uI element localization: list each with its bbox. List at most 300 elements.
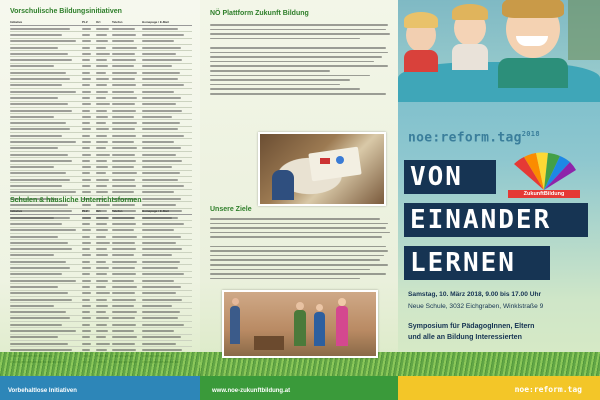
illegible-text	[82, 59, 90, 61]
illegible-text	[96, 286, 106, 288]
illegible-text	[10, 116, 54, 118]
subtitle-line-2: und alle an Bildung Interessierten	[408, 333, 522, 341]
illegible-text	[112, 84, 136, 86]
illegible-text	[142, 154, 176, 156]
table-cell	[142, 330, 192, 332]
table-cell	[10, 336, 82, 338]
table-cell	[10, 97, 82, 99]
table-cell	[82, 28, 96, 30]
illegible-text	[142, 179, 178, 181]
illegible-text	[112, 116, 134, 118]
table-cell	[82, 103, 96, 105]
table-cell	[142, 204, 192, 206]
illegible-text	[112, 34, 136, 36]
illegible-text	[210, 273, 386, 275]
illegible-text	[112, 349, 136, 351]
table-cell	[142, 242, 192, 244]
col-homepage: Homepage / E-Mail	[142, 208, 169, 213]
illegible-text	[142, 160, 182, 162]
illegible-text	[10, 204, 68, 206]
illegible-text	[96, 299, 107, 301]
table-cell	[82, 97, 96, 99]
table-cell	[82, 242, 96, 244]
illegible-text	[142, 343, 176, 345]
illegible-text	[82, 254, 91, 256]
illegible-text	[210, 259, 380, 261]
table-cell	[82, 217, 96, 219]
illegible-text	[96, 97, 106, 99]
illegible-text	[210, 75, 370, 77]
illegible-text	[82, 154, 91, 156]
illegible-text	[82, 248, 90, 250]
illegible-text	[96, 135, 107, 137]
table-cell	[10, 311, 82, 313]
illegible-text	[142, 34, 184, 36]
illegible-text	[82, 191, 91, 193]
col-plz: PLZ	[82, 208, 88, 213]
table-cell	[112, 103, 142, 105]
table-cell	[10, 185, 82, 187]
illegible-text	[82, 53, 91, 55]
illegible-text	[10, 242, 68, 244]
illegible-text	[82, 91, 91, 93]
illegible-text	[10, 53, 68, 55]
table-cell	[82, 311, 96, 313]
illegible-text	[10, 311, 66, 313]
illegible-text	[10, 122, 66, 124]
illegible-text	[10, 280, 76, 282]
illegible-text	[82, 305, 91, 307]
illegible-text	[142, 185, 184, 187]
table-cell	[82, 324, 96, 326]
col-homepage: Homepage / E-Mail	[142, 19, 169, 24]
illegible-text	[112, 172, 137, 174]
illegible-text	[10, 59, 72, 61]
table-cell	[10, 72, 82, 74]
table-cell	[142, 84, 192, 86]
table-cell	[96, 330, 112, 332]
illegible-text	[82, 349, 90, 351]
illegible-text	[210, 29, 386, 31]
illegible-text	[10, 217, 70, 219]
illegible-text	[96, 116, 108, 118]
illegible-text	[10, 128, 70, 130]
illegible-text	[210, 223, 388, 225]
subtitle-line-1: Symposium für PädagogInnen, Eltern	[408, 322, 535, 330]
illegible-text	[96, 324, 107, 326]
illegible-text	[210, 255, 384, 257]
section-title-vorschulisch: Vorschulische Bildungsinitiativen	[10, 8, 122, 15]
table-cell	[142, 336, 192, 338]
illegible-text	[112, 97, 137, 99]
table-cell	[96, 204, 112, 206]
table-cell	[142, 191, 192, 193]
illegible-text	[96, 65, 108, 67]
illegible-text	[142, 141, 174, 143]
illegible-text	[10, 28, 70, 30]
table-cell	[10, 128, 82, 130]
illegible-text	[112, 204, 135, 206]
illegible-text	[82, 280, 91, 282]
col-ort: Ort	[96, 208, 101, 213]
table-cell	[112, 185, 142, 187]
table-cell	[142, 172, 192, 174]
illegible-text	[142, 336, 181, 338]
illegible-text	[112, 261, 137, 263]
illegible-text	[96, 122, 106, 124]
illegible-text	[112, 78, 135, 80]
illegible-text	[82, 217, 91, 219]
table-cell	[10, 110, 82, 112]
table-cell	[142, 305, 192, 307]
footer-logo: noe:reform.tag	[514, 385, 582, 394]
illegible-text	[112, 267, 135, 269]
table-cell	[96, 135, 112, 137]
table-cell	[112, 229, 142, 231]
illegible-text	[82, 324, 90, 326]
illegible-text	[210, 250, 388, 252]
table-cell	[142, 72, 192, 74]
illegible-text	[96, 280, 108, 282]
section-title-plattform: NÖ Plattform Zukunft Bildung	[210, 10, 309, 17]
illegible-text	[210, 264, 388, 266]
col-telefon: Telefon	[112, 19, 123, 24]
footer-title: Vorbehaltlose Initiativen	[8, 388, 77, 394]
illegible-text	[10, 172, 66, 174]
table-cell	[96, 28, 112, 30]
table-cell	[10, 47, 82, 49]
illegible-text	[96, 40, 108, 42]
illegible-text	[112, 147, 137, 149]
table-cell	[82, 254, 96, 256]
table-cell	[112, 40, 142, 42]
illegible-text	[96, 305, 108, 307]
table-cell	[82, 65, 96, 67]
table-cell	[142, 198, 192, 200]
table-cell	[96, 160, 112, 162]
table-cell	[96, 91, 112, 93]
illegible-text	[10, 267, 70, 269]
illegible-text	[10, 336, 58, 338]
illegible-text	[142, 217, 178, 219]
table-cell	[82, 336, 96, 338]
table-cell	[82, 191, 96, 193]
illegible-text	[10, 103, 68, 105]
illegible-text	[96, 147, 106, 149]
table-cell	[10, 229, 82, 231]
illegible-text	[10, 141, 76, 143]
illegible-text	[96, 343, 110, 345]
illegible-text	[210, 47, 386, 49]
table-cell	[96, 72, 112, 74]
table-cell	[142, 299, 192, 301]
table-cell	[82, 116, 96, 118]
table-cell	[142, 40, 192, 42]
table-cell	[82, 305, 96, 307]
table-cell	[142, 286, 192, 288]
illegible-text	[112, 28, 135, 30]
table-cell	[96, 166, 112, 168]
illegible-text	[82, 267, 91, 269]
table-cell	[96, 128, 112, 130]
illegible-text	[82, 141, 91, 143]
table-cell	[142, 273, 192, 275]
illegible-text	[96, 330, 108, 332]
illegible-text	[210, 236, 382, 238]
illegible-text	[210, 38, 360, 40]
table-cell	[96, 254, 112, 256]
table-cell	[112, 267, 142, 269]
illegible-text	[82, 78, 91, 80]
table-cell	[112, 305, 142, 307]
illegible-text	[142, 191, 174, 193]
illegible-text	[210, 65, 388, 67]
initiatives-table-2	[10, 207, 192, 366]
illegible-text	[142, 299, 182, 301]
illegible-text	[10, 147, 58, 149]
table-cell	[142, 160, 192, 162]
table-cell	[82, 40, 96, 42]
illegible-text	[10, 91, 76, 93]
table-cell	[96, 84, 112, 86]
table-cell	[82, 229, 96, 231]
illegible-text	[96, 273, 107, 275]
illegible-text	[112, 103, 135, 105]
table-cell	[10, 160, 82, 162]
table-cell	[96, 191, 112, 193]
illegible-text	[82, 185, 90, 187]
table-cell	[96, 273, 112, 275]
illegible-text	[112, 229, 134, 231]
illegible-text	[96, 103, 110, 105]
illegible-text	[112, 343, 135, 345]
table-cell	[112, 191, 142, 193]
illegible-text	[82, 166, 91, 168]
illegible-text	[112, 311, 137, 313]
illegible-text	[112, 91, 134, 93]
illegible-text	[82, 223, 90, 225]
illegible-text	[82, 110, 90, 112]
table-cell	[82, 273, 96, 275]
illegible-text	[96, 91, 108, 93]
illegible-text	[82, 343, 91, 345]
illegible-text	[96, 229, 108, 231]
logo-text: ZukunftBildung	[508, 190, 580, 198]
illegible-text	[82, 147, 90, 149]
col-plz: PLZ	[82, 19, 88, 24]
illegible-text	[10, 261, 66, 263]
table-cell	[112, 122, 142, 124]
table-cell	[112, 292, 142, 294]
illegible-text	[142, 116, 172, 118]
table-cell	[112, 217, 142, 219]
table-cell	[82, 299, 96, 301]
illegible-text	[96, 292, 110, 294]
illegible-text	[96, 236, 106, 238]
table-cell	[10, 122, 82, 124]
illegible-text	[82, 261, 90, 263]
table-cell	[82, 223, 96, 225]
illegible-text	[82, 47, 90, 49]
table-cell	[82, 172, 96, 174]
illegible-text	[210, 246, 386, 248]
illegible-text	[112, 254, 134, 256]
illegible-text	[112, 273, 136, 275]
table-cell	[112, 72, 142, 74]
table-cell	[142, 47, 192, 49]
table-cell	[10, 267, 82, 269]
table-cell	[142, 116, 192, 118]
illegible-text	[96, 179, 109, 181]
table-cell	[96, 147, 112, 149]
table-cell	[10, 84, 82, 86]
table-cell	[82, 236, 96, 238]
illegible-text	[210, 93, 386, 95]
illegible-text	[96, 242, 110, 244]
illegible-text	[96, 204, 110, 206]
illegible-text	[112, 223, 136, 225]
illegible-text	[210, 88, 360, 90]
table-cell	[142, 343, 192, 345]
table-cell	[82, 141, 96, 143]
illegible-text	[96, 172, 106, 174]
table-cell	[10, 141, 82, 143]
illegible-text	[96, 261, 106, 263]
table-cell	[10, 147, 82, 149]
illegible-text	[142, 305, 172, 307]
table-cell	[82, 185, 96, 187]
table-cell	[112, 286, 142, 288]
table-cell	[112, 261, 142, 263]
illegible-text	[96, 84, 107, 86]
table-cell	[10, 324, 82, 326]
table-cell	[112, 59, 142, 61]
footer-bar	[0, 376, 200, 400]
illegible-text	[142, 147, 181, 149]
table-cell	[82, 349, 96, 351]
illegible-text	[10, 229, 76, 231]
illegible-text	[142, 103, 176, 105]
illegible-text	[142, 254, 172, 256]
table-cell	[112, 336, 142, 338]
illegible-text	[96, 217, 109, 219]
table-cell	[112, 116, 142, 118]
table-cell	[82, 128, 96, 130]
illegible-text	[112, 122, 137, 124]
table-cell	[112, 53, 142, 55]
photo-classroom-table	[258, 132, 386, 206]
table-cell	[82, 267, 96, 269]
table-cell	[96, 324, 112, 326]
illegible-text	[82, 317, 91, 319]
illegible-text	[112, 110, 136, 112]
illegible-text	[96, 248, 107, 250]
table-cell	[96, 242, 112, 244]
illegible-text	[142, 198, 181, 200]
illegible-text	[112, 191, 134, 193]
table-cell	[112, 97, 142, 99]
table-cell	[82, 261, 96, 263]
illegible-text	[112, 280, 134, 282]
table-cell	[96, 185, 112, 187]
col-initiative: Initiative	[10, 208, 23, 213]
table-cell	[10, 330, 82, 332]
illegible-text	[142, 273, 184, 275]
table-cell	[112, 110, 142, 112]
panel-initiatives	[0, 0, 200, 400]
table-cell	[96, 97, 112, 99]
illegible-text	[82, 286, 90, 288]
table-cell	[112, 223, 142, 225]
table-cell	[82, 204, 96, 206]
illegible-text	[112, 166, 134, 168]
table-cell	[96, 248, 112, 250]
illegible-text	[10, 185, 62, 187]
table-cell	[10, 91, 82, 93]
table-cell	[10, 103, 82, 105]
illegible-text	[82, 72, 90, 74]
table-cell	[112, 179, 142, 181]
illegible-text	[10, 299, 72, 301]
table-cell	[82, 179, 96, 181]
table-cell	[112, 65, 142, 67]
illegible-text	[10, 349, 72, 351]
illegible-text	[10, 330, 76, 332]
table-cell	[96, 53, 112, 55]
table-cell	[142, 261, 192, 263]
illegible-text	[112, 324, 136, 326]
illegible-text	[112, 179, 135, 181]
event-title-text: noe:reform.tag	[408, 130, 522, 146]
table-cell	[82, 330, 96, 332]
illegible-text	[82, 160, 90, 162]
illegible-text	[96, 34, 107, 36]
table-cell	[112, 135, 142, 137]
illegible-text	[10, 191, 76, 193]
illegible-text	[10, 34, 62, 36]
illegible-text	[96, 78, 109, 80]
table-cell	[96, 311, 112, 313]
plattform-text	[210, 24, 390, 98]
illegible-text	[210, 269, 370, 271]
table-cell	[142, 185, 192, 187]
illegible-text	[10, 292, 68, 294]
illegible-text	[96, 53, 110, 55]
illegible-text	[10, 179, 70, 181]
table-cell	[112, 299, 142, 301]
table-cell	[82, 59, 96, 61]
table-cell	[112, 166, 142, 168]
illegible-text	[112, 330, 134, 332]
illegible-text	[82, 336, 90, 338]
table-cell	[10, 286, 82, 288]
illegible-text	[82, 116, 91, 118]
table-cell	[82, 34, 96, 36]
illegible-text	[112, 141, 134, 143]
illegible-text	[82, 311, 90, 313]
illegible-text	[142, 128, 178, 130]
table-cell	[82, 147, 96, 149]
table-cell	[10, 236, 82, 238]
illegible-text	[210, 24, 388, 26]
illegible-text	[96, 185, 107, 187]
table-cell	[112, 330, 142, 332]
table-cell	[10, 116, 82, 118]
illegible-text	[112, 305, 134, 307]
table-cell	[10, 343, 82, 345]
table-cell	[10, 261, 82, 263]
illegible-text	[82, 229, 91, 231]
